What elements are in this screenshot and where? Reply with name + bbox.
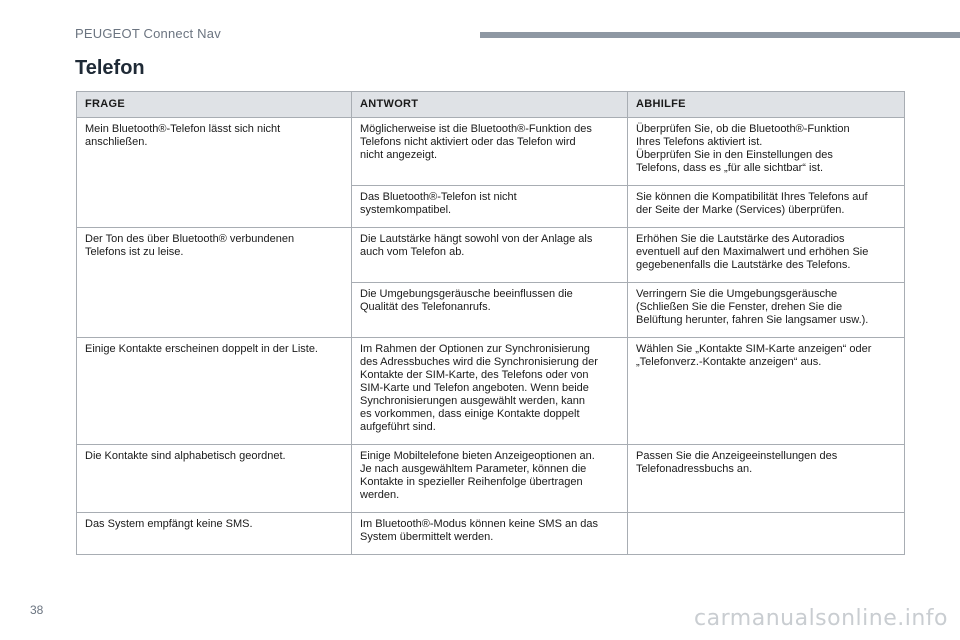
answer-cell: Im Bluetooth®-Modus können keine SMS an das System übermittelt werden. xyxy=(352,513,628,555)
header-label: PEUGEOT Connect Nav xyxy=(75,26,221,41)
answer-cell: Die Umgebungsgeräusche beeinflussen die Qualität des Telefonanrufs. xyxy=(352,283,628,338)
header-bar xyxy=(480,32,960,38)
watermark: carmanualsonline.info xyxy=(694,606,948,631)
table-row xyxy=(77,513,905,555)
table-row xyxy=(77,228,905,283)
question-cell: Die Kontakte sind alphabetisch geordnet. xyxy=(77,445,352,513)
question-cell: Der Ton des über Bluetooth® verbundenen Telefons ist zu leise. xyxy=(77,228,352,338)
remedy-cell: Erhöhen Sie die Lautstärke des Autoradios eventuell auf den Maximalwert und erhöhen Sie gegebenenfalls die Lautstärke des Telefons. xyxy=(628,228,905,283)
remedy-cell: Passen Sie die Anzeigeeinstellungen des Telefonadressbuchs an. xyxy=(628,445,905,513)
remedy-cell: Verringern Sie die Umgebungsgeräusche (Schließen Sie die Fenster, drehen Sie die Belüftung herunter, fahren Sie langsamer usw.). xyxy=(628,283,905,338)
faq-table-container xyxy=(76,91,904,555)
table-header-row xyxy=(77,92,905,118)
remedy-cell: Wählen Sie „Kontakte SIM-Karte anzeigen“ oder „Telefonverz.-Kontakte anzeigen“ aus. xyxy=(628,338,905,445)
page-number: 38 xyxy=(30,603,44,617)
answer-cell: Die Lautstärke hängt sowohl von der Anlage als auch vom Telefon ab. xyxy=(352,228,628,283)
answer-cell: Das Bluetooth®-Telefon ist nicht systemkompatibel. xyxy=(352,186,628,228)
answer-cell: Im Rahmen der Optionen zur Synchronisierung des Adressbuches wird die Synchronisierung der Kontakte der SIM-Karte, des Telefons oder von SIM-Karte und Telefon angeboten. Wenn beide Synchronisierungen ausgewählt werden, kann es vorkommen, dass einige Kontakte doppelt aufgeführt sind. xyxy=(352,338,628,445)
answer-cell: Möglicherweise ist die Bluetooth®-Funktion des Telefons nicht aktiviert oder das Telefon wird nicht angezeigt. xyxy=(352,118,628,186)
question-cell: Das System empfängt keine SMS. xyxy=(77,513,352,555)
question-cell: Einige Kontakte erscheinen doppelt in der Liste. xyxy=(77,338,352,445)
answer-cell: Einige Mobiltelefone bieten Anzeigeoptionen an. Je nach ausgewähltem Parameter, können die Kontakte in spezieller Reihenfolge übertragen werden. xyxy=(352,445,628,513)
remedy-cell xyxy=(628,513,905,555)
remedy-cell: Überprüfen Sie, ob die Bluetooth®-Funktion Ihres Telefons aktiviert ist. Überprüfen Sie in den Einstellungen des Telefons, dass es „für alle sichtbar“ ist. xyxy=(628,118,905,186)
column-header-frage: FRAGE xyxy=(77,92,352,118)
table-row xyxy=(77,118,905,186)
remedy-cell: Sie können die Kompatibilität Ihres Telefons auf der Seite der Marke (Services) überprüfen. xyxy=(628,186,905,228)
page-title: Telefon xyxy=(75,57,145,79)
faq-table xyxy=(76,91,905,555)
table-row xyxy=(77,338,905,445)
table-row xyxy=(77,445,905,513)
column-header-antwort: ANTWORT xyxy=(352,92,628,118)
column-header-abhilfe: ABHILFE xyxy=(628,92,905,118)
question-cell: Mein Bluetooth®-Telefon lässt sich nicht anschließen. xyxy=(77,118,352,228)
